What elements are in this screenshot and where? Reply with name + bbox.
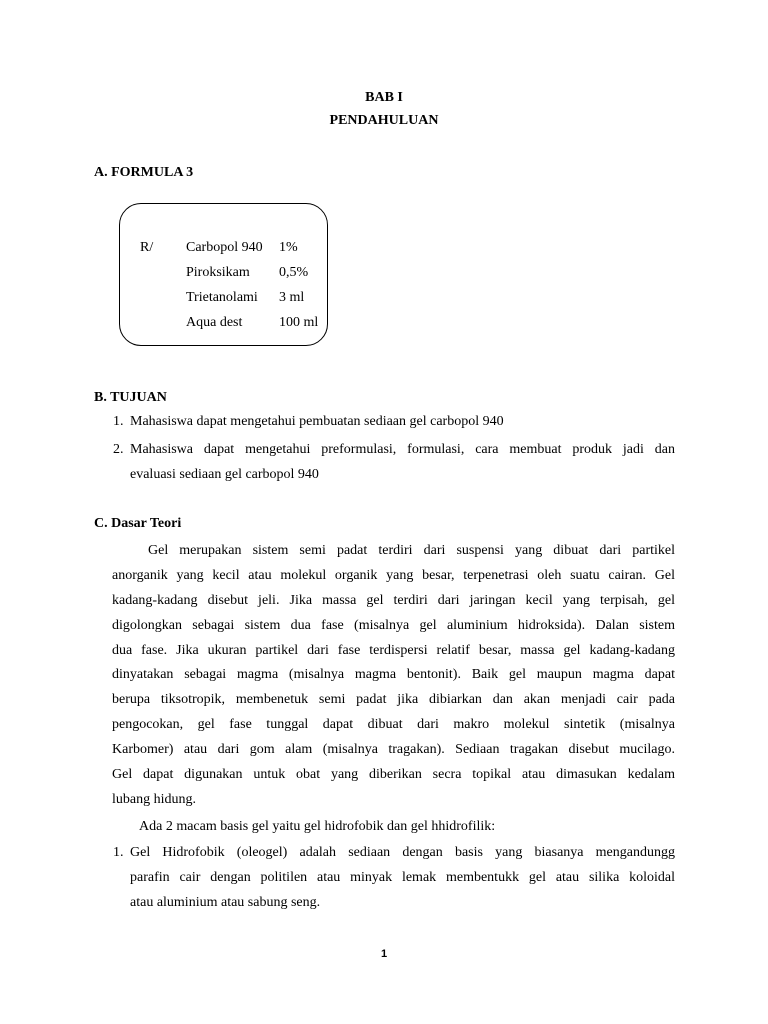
basis-item-line: parafin cair dengan politilen atau minyak lemak membentukk gel atau silika koloidal [130, 870, 675, 885]
tujuan-item-text-continued: evaluasi sediaan gel carbopol 940 [130, 467, 319, 482]
tujuan-item-text: Mahasiswa dapat mengetahui preformulasi, formulasi, cara membuat produk jadi dan [130, 442, 675, 457]
paragraph-line: kadang-kadang disebut jeli. Jika massa gel terdiri dari jaringan kecil yang terpisah, gel [112, 593, 675, 608]
basis-item-line: Gel Hidrofobik (oleogel) adalah sediaan dengan basis yang biasanya mengandungg [130, 845, 675, 860]
paragraph-line: lubang hidung. [112, 792, 196, 807]
paragraph-line: digolongkan sebagai sistem dua fase (misalnya gel aluminium hidroksida). Dalan sistem [112, 618, 675, 633]
paragraph-line: berupa tiksotropik, membenetuk semi padat jika dibiarkan dan akan menjadi cair pada [112, 692, 675, 707]
formula-item-amount: 100 ml [279, 315, 319, 330]
dasar-teori-heading: C. Dasar Teori [94, 516, 182, 531]
paragraph-line: Gel merupakan sistem semi padat terdiri dari suspensi yang dibuat dari partikel [148, 543, 675, 558]
paragraph-line: Karbomer) atau dari gom alam (misalnya tragakan). Sediaan tragakan disebut mucilago. [112, 742, 675, 757]
formula-item-name: Piroksikam [186, 265, 250, 280]
chapter-title: PENDAHULUAN [329, 113, 439, 128]
paragraph-line: Gel dapat digunakan untuk obat yang diberikan secra topikal atau dimasukan kedalam [112, 767, 675, 782]
page-number: 1 [380, 948, 388, 960]
formula-item-name: Carbopol 940 [186, 240, 263, 255]
paragraph-line: pengocokan, gel fase tunggal dapat dibuat dari makro molekul sintetik (misalnya [112, 717, 675, 732]
formula-item-amount: 0,5% [279, 265, 309, 280]
basis-intro: Ada 2 macam basis gel yaitu gel hidrofobik dan gel hhidrofilik: [139, 819, 496, 834]
paragraph-line: dua fase. Jika ukuran partikel dari fase terdispersi relatif besar, massa gel kadang-kadang [112, 643, 675, 658]
tujuan-heading: B. TUJUAN [94, 390, 167, 405]
formula-item-name: Trietanolami [186, 290, 258, 305]
tujuan-item-text: Mahasiswa dapat mengetahui pembuatan sediaan gel carbopol 940 [130, 414, 504, 429]
formula-item-amount: 1% [279, 240, 298, 255]
formula-heading: A. FORMULA 3 [94, 165, 194, 180]
chapter-number: BAB I [365, 90, 403, 105]
basis-item-number: 1. [113, 845, 124, 860]
tujuan-item-number: 2. [113, 442, 124, 457]
tujuan-item-number: 1. [113, 414, 124, 429]
basis-item-line: atau aluminium atau sabung seng. [130, 895, 321, 910]
paragraph-line: dinyatakan sebagai magma (misalnya magma bentonit). Baik gel maupun magma dapat [112, 667, 675, 682]
recipe-symbol: R/ [140, 240, 154, 255]
formula-item-amount: 3 ml [279, 290, 305, 305]
formula-item-name: Aqua dest [186, 315, 243, 330]
paragraph-line: anorganik yang kecil atau molekul organik yang besar, terpenetrasi oleh suatu cairan. Gel [112, 568, 675, 583]
